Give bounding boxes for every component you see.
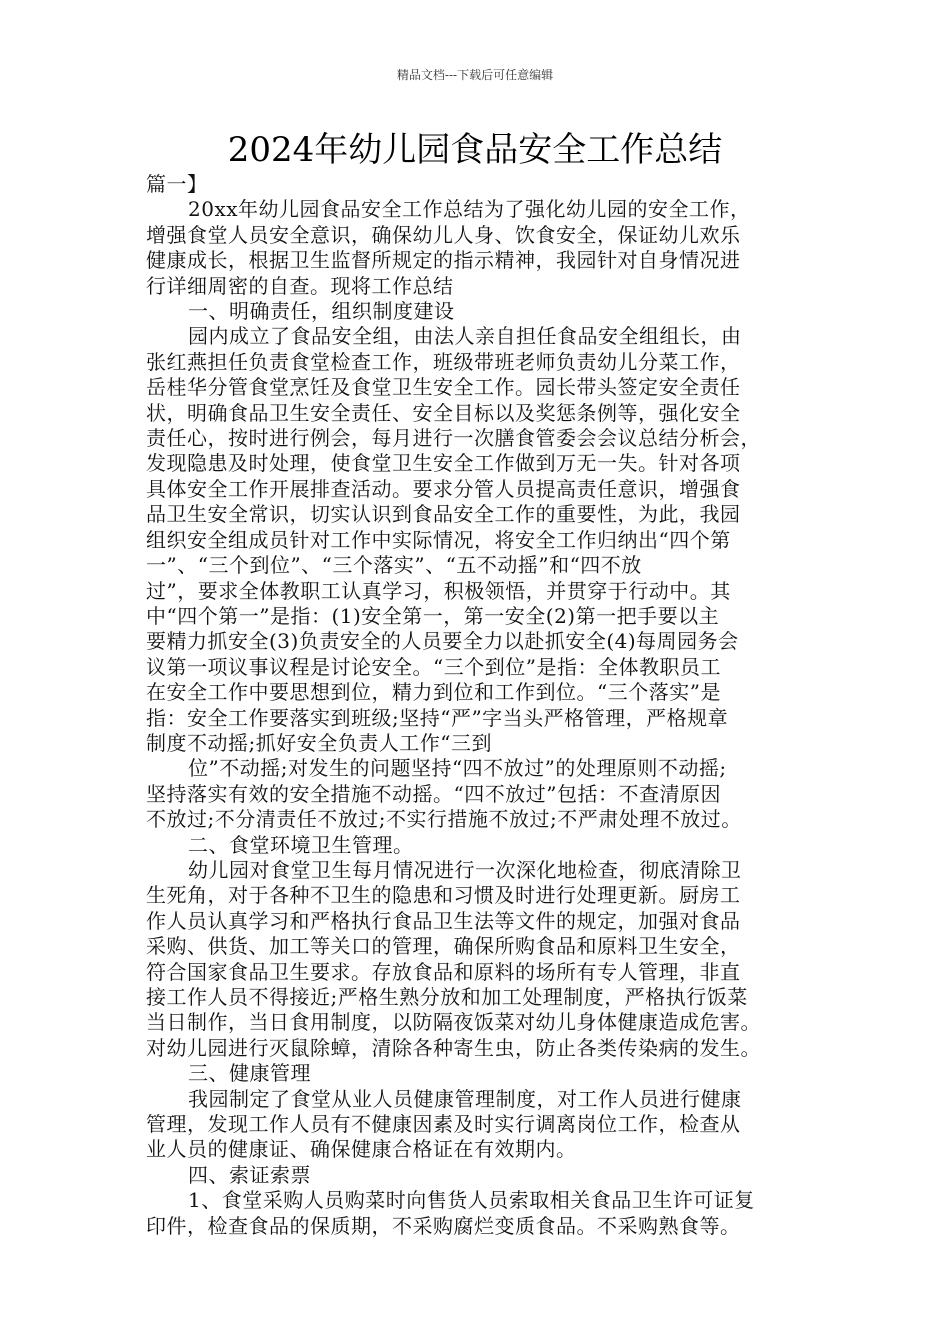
section-1-continuation: 位”不动摇;对发生的问题坚持“四不放过”的处理原则不动摇; 坚持落实有效的安全措施不动摇。“四不放过”包括：不查清原因 不放过;不分清责任不放过;不实行措施不放过;不严肃处理不放过。 — [146, 756, 742, 832]
part-label: 篇一】 — [146, 172, 208, 196]
section-2-paragraph: 幼儿园对食堂卫生每月情况进行一次深化地检查，彻底清除卫 生死角，对于各种不卫生的隐患和习惯及时进行处理更新。厨房工 作人员认真学习和严格执行食品卫生法等文件的规定，加强对食品 采购、供货、加工等关口的管理，确保所购食品和原料卫生安全， 符合国家食品卫生要求。存放食品和原料的场所有专人管理，非直 接工作人员不得接近;严格生熟分放和加工处理制度，严格执行饭菜 当日制作，当日食用制度，以防隔夜饭菜对幼儿身体健康造成危害。 对幼儿园进行灭鼠除蟑，清除各种寄生虫，防止各类传染病的发生。 — [146, 857, 761, 1060]
section-heading-4: 四、索证索票 — [188, 1162, 311, 1187]
section-4-paragraph: 1、食堂采购人员购菜时向售货人员索取相关食品卫生许可证复 印件，检查食品的保质期，不采购腐烂变质食品。不采购熟食等。 — [146, 1188, 755, 1238]
section-heading-1: 一、明确责任，组织制度建设 — [188, 299, 455, 324]
section-heading-2: 二、食堂环境卫生管理。 — [188, 832, 414, 857]
intro-paragraph: 20xx年幼儿园食品安全工作总结为了强化幼儿园的安全工作， 增强食堂人员安全意识，确保幼儿人身、饮食安全，保证幼儿欢乐 健康成长，根据卫生监督所规定的指示精神，我园针对自身情况进 行详细周密的自查。现将工作总结 — [146, 197, 751, 298]
document-body — [146, 172, 820, 1239]
section-1-paragraph: 园内成立了食品安全组，由法人亲自担任食品安全组组长，由 张红燕担任负责食堂检查工作，班级带班老师负责幼儿分菜工作， 岳桂华分管食堂烹饪及食堂卫生安全工作。园长带头签定安全责任 状，明确食品卫生安全责任、安全目标以及奖惩条例等，强化安全 责任心，按时进行例会，每月进行一次膳食管委会会议总结分析会， 发现隐患及时处理，使食堂卫生安全工作做到万无一失。针对各项 具体安全工作开展排查活动。要求分管人员提高责任意识，增强食 品卫生安全常识，切实认识到食品安全工作的重要性，为此，我园 组织安全组成员针对工作中实际情况，将安全工作归纳出“四个第 一”、“三个到位”、“三个落实”、“五不动摇”和“四不放 过”，要求全体教职工认真学习，积极领悟，并贯穿于行动中。其 中“四个第一”是指：(1)安全第一，第一安全(2)第一把手要以主 要精力抓安全(3)负责安全的人员要全力以赴抓安全(4)每周园务会 议第一项议事议程是讨论安全。“三个到位”是指：全体教职员工 在安全工作中要思想到位，精力到位和工作到位。“三个落实”是 指：安全工作要落实到班级;坚持“严”字当头严格管理，严格规章 制度不动摇;抓好安全负责人工作“三到 — [146, 324, 761, 755]
header-note: 精品文档---下载后可任意编辑 — [396, 68, 554, 82]
section-3-paragraph: 我园制定了食堂从业人员健康管理制度，对工作人员进行健康 管理，发现工作人员有不健康因素及时实行调离岗位工作，检查从 业人员的健康证、确保健康合格证在有效期内。 — [146, 1086, 742, 1162]
section-heading-3: 三、健康管理 — [188, 1061, 311, 1086]
document-title: 2024年幼儿园食品安全工作总结 — [227, 130, 723, 170]
